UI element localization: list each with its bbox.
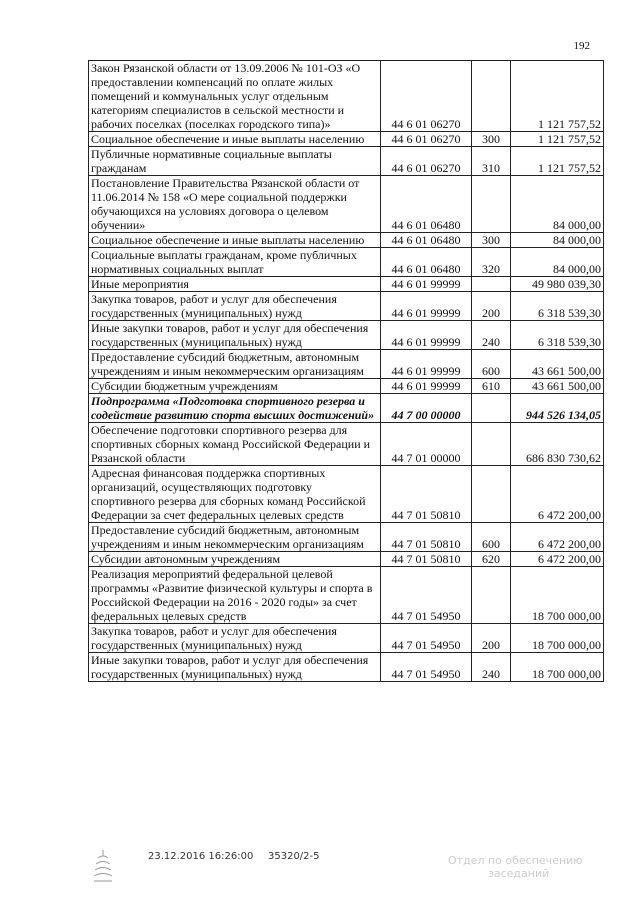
row-expense-type: 320 — [472, 248, 511, 277]
row-name: Закупка товаров, работ и услуг для обеспечения государственных (муниципальных) нужд — [89, 292, 381, 321]
table-row — [89, 61, 604, 132]
row-name: Социальное обеспечение и иные выплаты населению — [89, 132, 381, 147]
table-row — [89, 567, 604, 624]
table-row — [89, 350, 604, 379]
row-name: Обеспечение подготовки спортивного резерва для спортивных сборных команд Российской Федерации и Рязанской области — [89, 423, 381, 466]
row-code: 44 6 01 99999 — [381, 350, 472, 379]
row-amount: 6 318 539,30 — [511, 292, 604, 321]
row-expense-type: 600 — [472, 523, 511, 552]
row-code: 44 6 01 06480 — [381, 233, 472, 248]
row-name: Предоставление субсидий бюджетным, автономным учреждениям и иным некоммерческим организациям — [89, 350, 381, 379]
table-row — [89, 147, 604, 176]
row-code: 44 7 00 00000 — [381, 394, 472, 423]
table-row — [89, 277, 604, 292]
table-row — [89, 132, 604, 147]
table-row — [89, 466, 604, 523]
row-code: 44 6 01 99999 — [381, 292, 472, 321]
watermark-line-1: Отдел по обеспечению — [448, 854, 583, 867]
row-amount: 6 318 539,30 — [511, 321, 604, 350]
row-amount: 43 661 500,00 — [511, 379, 604, 394]
row-name: Реализация мероприятий федеральной целевой программы «Развитие физической культуры и спорта в Российской Федерации на 2016 - 2020 годы» за счет федеральных целевых средств — [89, 567, 381, 624]
row-code: 44 7 01 54950 — [381, 567, 472, 624]
row-name: Подпрограмма «Подготовка спортивного резерва и содействие развитию спорта высших достижений» — [89, 394, 381, 423]
row-amount: 84 000,00 — [511, 233, 604, 248]
row-expense-type — [472, 277, 511, 292]
row-name: Субсидии автономным учреждениям — [89, 552, 381, 567]
row-expense-type — [472, 394, 511, 423]
row-expense-type: 620 — [472, 552, 511, 567]
row-code: 44 7 01 00000 — [381, 423, 472, 466]
table-row — [89, 292, 604, 321]
row-code: 44 6 01 06480 — [381, 248, 472, 277]
row-amount: 944 526 134,05 — [511, 394, 604, 423]
row-amount: 6 472 200,00 — [511, 552, 604, 567]
row-code: 44 6 01 06480 — [381, 176, 472, 233]
table-row — [89, 624, 604, 653]
row-name: Субсидии бюджетным учреждениям — [89, 379, 381, 394]
watermark-stamp — [448, 854, 583, 880]
row-amount: 49 980 039,30 — [511, 277, 604, 292]
row-name: Иные закупки товаров, работ и услуг для обеспечения государственных (муниципальных) нужд — [89, 321, 381, 350]
row-code: 44 6 01 99999 — [381, 379, 472, 394]
table-row — [89, 379, 604, 394]
row-amount: 686 830 730,62 — [511, 423, 604, 466]
row-name: Публичные нормативные социальные выплаты гражданам — [89, 147, 381, 176]
row-code: 44 6 01 06270 — [381, 132, 472, 147]
table-body — [89, 61, 604, 682]
row-expense-type: 610 — [472, 379, 511, 394]
row-name: Иные мероприятия — [89, 277, 381, 292]
budget-table — [88, 60, 604, 682]
row-expense-type — [472, 423, 511, 466]
row-amount: 1 121 757,52 — [511, 132, 604, 147]
footer-doc-code: 35320/2-5 — [268, 851, 320, 862]
row-expense-type: 300 — [472, 233, 511, 248]
row-name: Социальное обеспечение и иные выплаты населению — [89, 233, 381, 248]
row-amount: 84 000,00 — [511, 248, 604, 277]
row-name: Социальные выплаты гражданам, кроме публичных нормативных социальных выплат — [89, 248, 381, 277]
row-amount: 43 661 500,00 — [511, 350, 604, 379]
table-row — [89, 321, 604, 350]
row-amount: 6 472 200,00 — [511, 466, 604, 523]
table-row — [89, 423, 604, 466]
row-expense-type: 240 — [472, 653, 511, 682]
table-row — [89, 653, 604, 682]
row-expense-type: 310 — [472, 147, 511, 176]
row-code: 44 7 01 54950 — [381, 653, 472, 682]
row-name: Иные закупки товаров, работ и услуг для обеспечения государственных (муниципальных) нужд — [89, 653, 381, 682]
table-row — [89, 176, 604, 233]
row-expense-type: 300 — [472, 132, 511, 147]
footer-datetime: 23.12.2016 16:26:00 — [148, 851, 254, 862]
emblem-logo — [92, 848, 114, 884]
row-name: Закупка товаров, работ и услуг для обеспечения государственных (муниципальных) нужд — [89, 624, 381, 653]
row-expense-type — [472, 567, 511, 624]
page-number: 192 — [573, 40, 590, 52]
row-amount: 18 700 000,00 — [511, 624, 604, 653]
table-row — [89, 233, 604, 248]
row-code: 44 7 01 50810 — [381, 552, 472, 567]
row-expense-type — [472, 176, 511, 233]
row-expense-type: 200 — [472, 292, 511, 321]
row-code: 44 6 01 06270 — [381, 61, 472, 132]
row-expense-type: 600 — [472, 350, 511, 379]
row-expense-type: 240 — [472, 321, 511, 350]
row-code: 44 6 01 06270 — [381, 147, 472, 176]
row-amount: 1 121 757,52 — [511, 61, 604, 132]
row-expense-type — [472, 61, 511, 132]
row-code: 44 7 01 54950 — [381, 624, 472, 653]
row-name: Адресная финансовая поддержка спортивных организаций, осуществляющих подготовку спортивного резерва для сборных команд Российской Федерации за счет федеральных целевых средств — [89, 466, 381, 523]
row-code: 44 7 01 50810 — [381, 466, 472, 523]
row-code: 44 7 01 50810 — [381, 523, 472, 552]
row-amount: 18 700 000,00 — [511, 567, 604, 624]
row-amount: 1 121 757,52 — [511, 147, 604, 176]
row-name: Предоставление субсидий бюджетным, автономным учреждениям и иным некоммерческим организациям — [89, 523, 381, 552]
row-amount: 6 472 200,00 — [511, 523, 604, 552]
row-amount: 18 700 000,00 — [511, 653, 604, 682]
row-amount: 84 000,00 — [511, 176, 604, 233]
table-row — [89, 394, 604, 423]
row-expense-type — [472, 466, 511, 523]
row-code: 44 6 01 99999 — [381, 277, 472, 292]
table-row — [89, 552, 604, 567]
row-name: Закон Рязанской области от 13.09.2006 № 101-ОЗ «О предоставлении компенсаций по оплате жилых помещений и коммунальных услуг отдельным категориям специалистов в сельской местности и рабочих поселках (поселках городского типа)» — [89, 61, 381, 132]
watermark-line-2: заседаний — [488, 867, 550, 880]
row-expense-type: 200 — [472, 624, 511, 653]
table-row — [89, 523, 604, 552]
table-row — [89, 248, 604, 277]
row-code: 44 6 01 99999 — [381, 321, 472, 350]
row-name: Постановление Правительства Рязанской области от 11.06.2014 № 158 «О мере социальной поддержки обучающихся на условиях договора о целевом обучении» — [89, 176, 381, 233]
